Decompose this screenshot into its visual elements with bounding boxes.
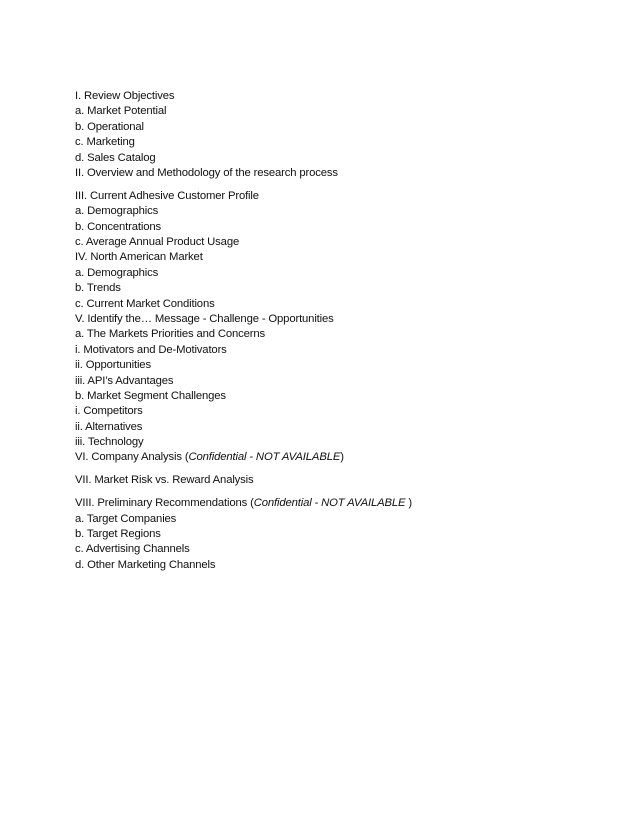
outline-line [75,166,595,181]
outline-line-text: ii. Opportunities [75,359,151,372]
document-outline [75,89,595,573]
outline-line [75,189,595,204]
outline-line [75,104,595,119]
outline-line [75,558,595,573]
outline-line [75,374,595,389]
outline-line [75,281,595,296]
outline-line-text: IV. North American Market [75,251,203,264]
outline-line [75,343,595,358]
outline-line [75,389,595,404]
outline-line [75,120,595,135]
outline-line-text: b. Concentrations [75,220,161,233]
outline-line-text: VI. Company Analysis ( [75,451,189,464]
outline-line [75,473,595,488]
outline-line [75,496,595,511]
outline-line-text: II. Overview and Methodology of the research process [75,166,338,179]
outline-line-text: c. Current Market Conditions [75,297,215,310]
outline-line-text: VII. Market Risk vs. Reward Analysis [75,474,254,487]
outline-line-text: d. Other Marketing Channels [75,558,216,571]
outline-line [75,135,595,150]
outline-line-text: d. Sales Catalog [75,151,156,164]
outline-line-suffix: ) [340,451,344,464]
outline-line [75,250,595,265]
outline-line [75,512,595,527]
outline-line-note: Confidential - NOT AVAILABLE [253,497,406,510]
outline-line-text: I. Review Objectives [75,90,175,102]
outline-line [75,542,595,557]
outline-line [75,151,595,166]
outline-line-text: b. Market Segment Challenges [75,389,226,402]
outline-line-text: a. The Markets Priorities and Concerns [75,328,265,341]
outline-line [75,404,595,419]
outline-line [75,327,595,342]
outline-line-text: c. Advertising Channels [75,543,190,556]
outline-line-text: a. Demographics [75,205,159,218]
outline-line-note: Confidential - NOT AVAILABLE [188,451,341,464]
outline-line-text: b. Operational [75,120,144,133]
outline-line [75,235,595,250]
outline-line-text: a. Demographics [75,266,159,279]
outline-line [75,358,595,373]
outline-line [75,420,595,435]
outline-line-text: III. Current Adhesive Customer Profile [75,189,259,202]
outline-line [75,435,595,450]
outline-line-text: iii. Technology [75,436,144,449]
outline-line-text: ii. Alternatives [75,420,143,433]
outline-line-text: iii. API’s Advantages [75,374,174,387]
outline-line-text: c. Marketing [75,136,135,149]
outline-line-suffix: ) [405,497,413,510]
outline-line [75,266,595,281]
outline-line [75,312,595,327]
outline-line-text: a. Target Companies [75,512,177,525]
outline-line-text: i. Motivators and De-Motivators [75,343,227,356]
outline-line-text: b. Target Regions [75,528,161,541]
outline-line-text: c. Average Annual Product Usage [75,236,240,249]
outline-line [75,297,595,312]
outline-line [75,220,595,235]
outline-line-text: VIII. Preliminary Recommendations ( [75,497,254,510]
outline-line-text: b. Trends [75,282,121,295]
outline-line-text: V. Identify the… Message - Challenge - Opportunities [75,312,334,325]
outline-line [75,204,595,219]
outline-line [75,450,595,465]
outline-line-text: a. Market Potential [75,105,167,118]
outline-line [75,527,595,542]
outline-line [75,89,595,104]
outline-line-text: i. Competitors [75,405,143,418]
